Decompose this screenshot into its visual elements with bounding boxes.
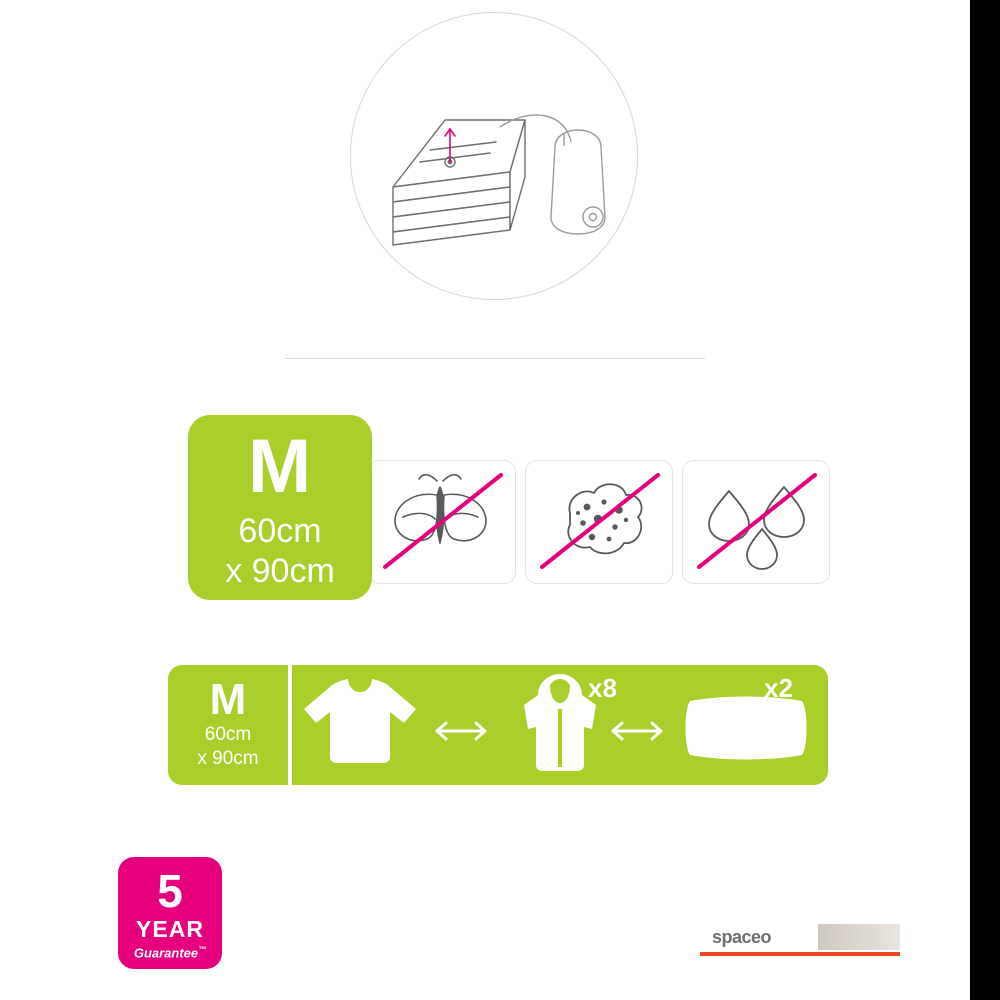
- section-divider: [285, 358, 705, 359]
- guarantee-sub-label: Guarantee™: [133, 945, 207, 961]
- guarantee-period-label: YEAR: [136, 916, 204, 942]
- brand-name: spaceo: [712, 927, 772, 947]
- protection-card-moisture: [682, 460, 830, 584]
- size-letter: M: [247, 424, 313, 509]
- pillow-quantity: x2: [940, 673, 969, 703]
- size-dimension-line-2: x 90cm: [225, 552, 335, 590]
- no-moisture-icon: [683, 461, 831, 585]
- size-badge: [188, 415, 372, 600]
- arrow-left-right-icon-1: [437, 723, 485, 739]
- arrow-left-right-icon-2: [613, 723, 661, 739]
- logo-accent-rule: [700, 952, 900, 956]
- capacity-size-letter: M: [209, 675, 247, 724]
- protection-card-moth: [368, 460, 516, 584]
- guarantee-years: 5: [157, 865, 183, 917]
- right-black-margin: [970, 0, 1000, 1000]
- brand-logo: [700, 924, 900, 960]
- vacuum-bag-with-vacuum-cleaner-illustration: [350, 12, 640, 302]
- size-dimension-line-1: 60cm: [238, 512, 322, 550]
- guarantee-badge: [118, 857, 222, 969]
- capacity-dimension-line-2: x 90cm: [197, 748, 259, 769]
- capacity-row: [168, 665, 969, 785]
- coat-quantity: x2: [764, 673, 793, 703]
- hero-illustration: [350, 12, 640, 302]
- capacity-icons-group: [292, 665, 828, 785]
- capacity-dimension-line-1: 60cm: [204, 724, 252, 745]
- capacity-items: [292, 665, 969, 785]
- sweater-quantity: x8: [588, 673, 617, 703]
- protection-card-dust: [525, 460, 673, 584]
- capacity-size-badge: [168, 665, 288, 785]
- no-moths-icon: [369, 461, 517, 585]
- no-dust-icon: [526, 461, 674, 585]
- size-and-protection-row: [188, 415, 813, 600]
- pillow-icon: [686, 697, 807, 760]
